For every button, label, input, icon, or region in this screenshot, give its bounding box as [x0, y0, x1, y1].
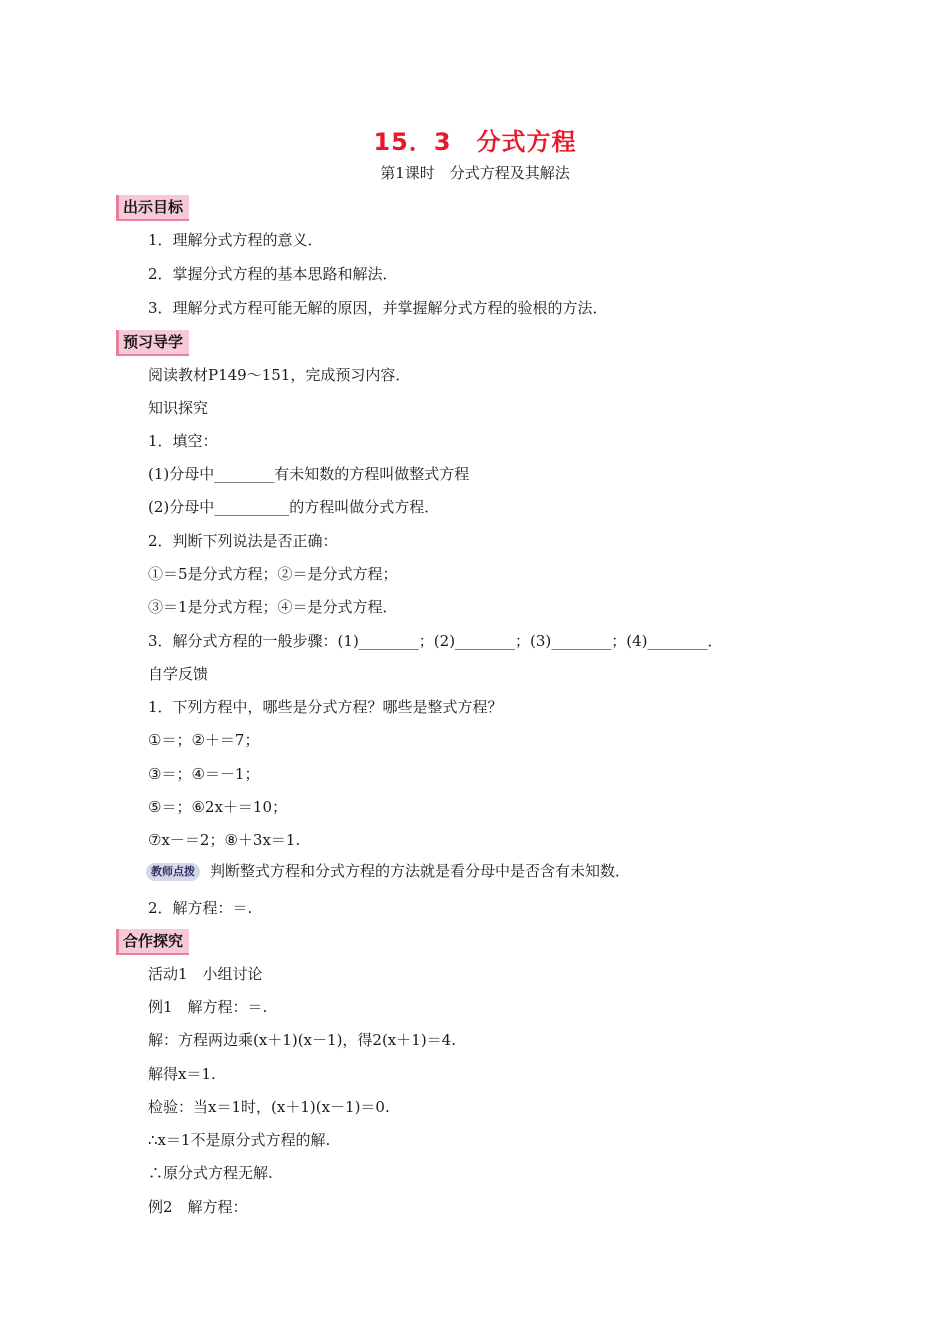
- section-header-explore: 合作探究: [116, 929, 189, 955]
- preview-line: 阅读教材P149～151，完成预习内容．: [148, 366, 411, 384]
- explore-line: 检验：当x＝1时，(x＋1)(x－1)＝0.: [148, 1098, 390, 1116]
- preview-line: (1)分母中________有未知数的方程叫做整式方程: [148, 465, 470, 483]
- preview-line: 知识探究: [148, 399, 209, 417]
- lesson-subtitle: 第1课时 分式方程及其解法: [380, 164, 570, 182]
- teacher-tip-badge: 教师点拨: [146, 863, 200, 881]
- preview-line: 1．下列方程中，哪些是分式方程？哪些是整式方程？: [148, 698, 503, 716]
- section-header-preview: 预习导学: [116, 330, 189, 356]
- preview-line: ①＝；②＋＝7；: [148, 731, 260, 749]
- goal-item: 2．掌握分式方程的基本思路和解法．: [148, 265, 398, 283]
- goal-item: 1．理解分式方程的意义．: [148, 231, 323, 249]
- preview-line: 3．解分式方程的一般步骤：(1)________；(2)________；(3)________；(4)________．: [148, 632, 723, 650]
- explore-line: ∴x＝1不是原分式方程的解.: [148, 1131, 331, 1149]
- preview-line: 1．填空：: [148, 432, 218, 450]
- preview-line: (2)分母中__________的方程叫做分式方程．: [148, 498, 440, 516]
- section-header-goals: 出示目标: [116, 195, 189, 221]
- preview-line: 2．判断下列说法是否正确：: [148, 532, 338, 550]
- explore-line: 例1 解方程：＝.: [148, 998, 268, 1016]
- teacher-tip-text: 判断整式方程和分式方程的方法就是看分母中是否含有未知数．: [210, 862, 631, 880]
- preview-line: 2．解方程：＝.: [148, 899, 253, 917]
- explore-line: 解：方程两边乘(x＋1)(x－1)，得2(x＋1)＝4.: [148, 1031, 456, 1049]
- preview-line: ③＝；④＝－1；: [148, 765, 260, 783]
- explore-line: 解得x＝1.: [148, 1065, 216, 1083]
- preview-line: ①＝5是分式方程；②＝是分式方程；: [148, 565, 398, 583]
- explore-line: 例2 解方程：: [148, 1198, 248, 1216]
- explore-line: 活动1 小组讨论: [148, 965, 263, 983]
- explore-line: ∴原分式方程无解.: [148, 1164, 273, 1182]
- page-title: 15．3 分式方程: [373, 128, 577, 156]
- teacher-tip: [146, 861, 630, 881]
- preview-line: 自学反馈: [148, 665, 209, 683]
- preview-line: ⑦x－＝2；⑧＋3x＝1.: [148, 831, 301, 849]
- preview-line: ⑤＝；⑥2x＋＝10；: [148, 798, 287, 816]
- preview-line: ③＝1是分式方程；④＝是分式方程．: [148, 598, 398, 616]
- goal-item: 3．理解分式方程可能无解的原因，并掌握解分式方程的验根的方法．: [148, 299, 608, 317]
